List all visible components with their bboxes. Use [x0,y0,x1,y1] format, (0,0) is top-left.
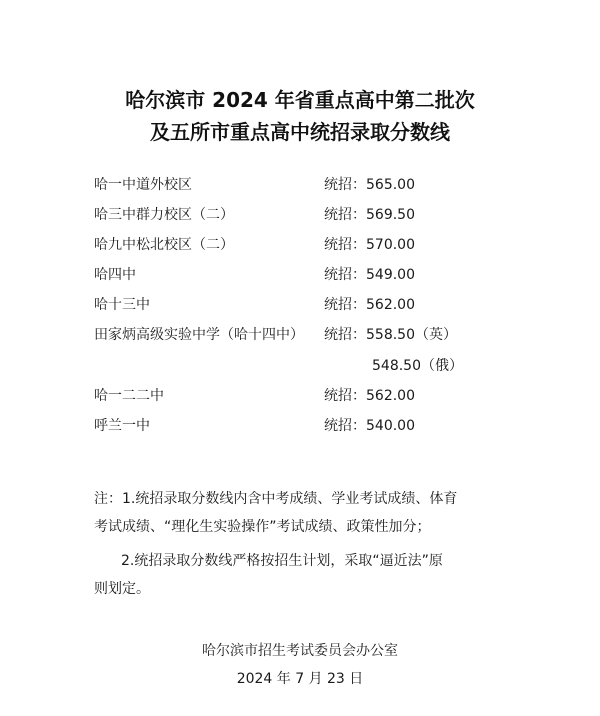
cutoff-score: 统招：549.00 [324,267,415,283]
score-row-hayiererzhong [94,383,564,409]
page-title-line-2: 及五所市重点高中统招录取分数线 [150,120,450,144]
cutoff-score: 548.50（俄） [372,358,463,374]
cutoff-score: 统招：562.00 [324,388,415,404]
score-row-tianjiabing [94,322,564,348]
note-2-line-2: 则划定。 [94,581,150,597]
cutoff-score: 统招：558.50（英） [324,327,457,343]
cutoff-score: 统招：569.50 [324,207,415,223]
school-name: 呼兰一中 [94,418,150,434]
school-name: 哈十三中 [94,297,150,313]
score-row-hayizhong-daowai [94,172,564,198]
note-1-line-1: 注：1.统招录取分数线内含中考成绩、学业考试成绩、体育 [94,491,458,507]
cutoff-score: 统招：540.00 [324,418,415,434]
cutoff-score: 统招：570.00 [324,237,415,253]
note-1-line-2: 考试成绩、“理化生实验操作”考试成绩、政策性加分； [94,519,431,535]
score-row-hashisanzhong [94,292,564,318]
school-name: 哈一中道外校区 [94,177,192,193]
score-row-hasanzhong-qunli [94,202,564,228]
school-name: 哈九中松北校区（二） [94,237,234,253]
score-row-tianjiabing-russian [94,353,564,379]
school-name: 田家炳高级实验中学（哈十四中） [94,327,304,343]
score-row-hulanyizhong [94,413,564,439]
page-title-line-1: 哈尔滨市 2024 年省重点高中第二批次 [125,88,475,112]
school-name: 哈一二二中 [94,388,164,404]
note-2-line-1: 2.统招录取分数线严格按招生计划，采取“逼近法”原 [121,553,443,569]
issuing-office: 哈尔滨市招生考试委员会办公室 [202,643,398,659]
cutoff-score: 统招：565.00 [324,177,415,193]
score-row-hasizhong [94,262,564,288]
score-row-hajiuzhong-songbei [94,232,564,258]
school-name: 哈三中群力校区（二） [94,207,234,223]
cutoff-score: 统招：562.00 [324,297,415,313]
issue-date: 2024 年 7 月 23 日 [236,671,364,687]
school-name: 哈四中 [94,267,136,283]
